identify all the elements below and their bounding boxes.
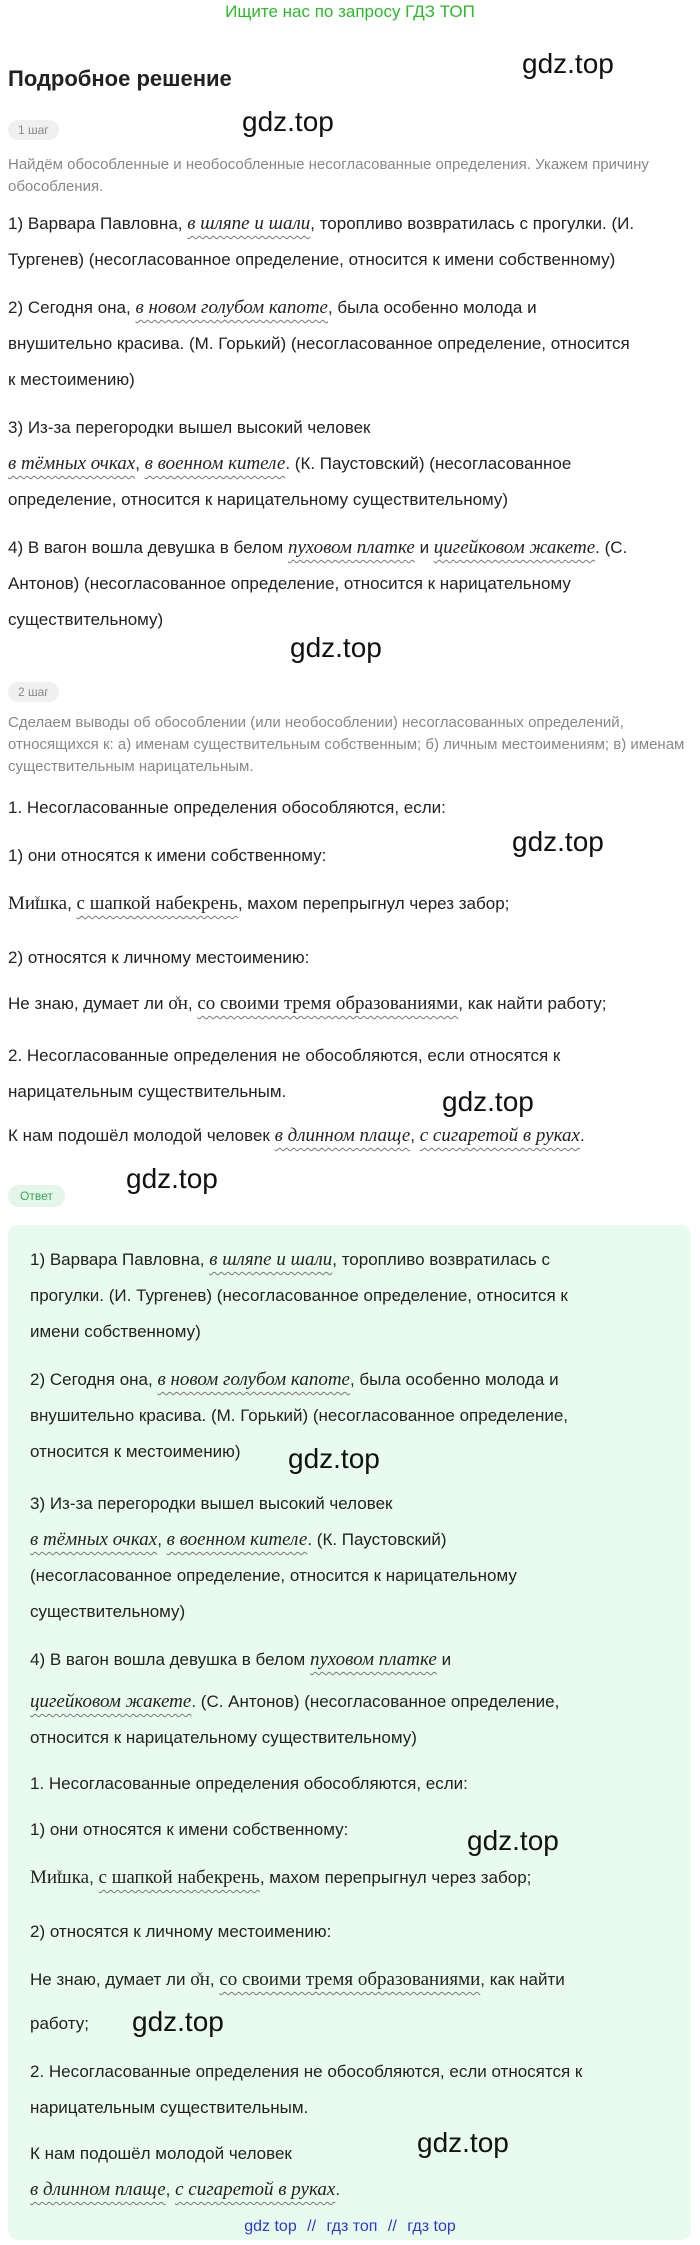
watermark: gdz.top [417,2127,509,2158]
footer-separator: // [307,2218,317,2235]
answer-line: 2. Несогласованные определения не обособляются, если относятся к [30,2062,583,2081]
sentence-line: 2) Сегодня она, в новом голубом капоте, была особенно молода и [8,297,537,318]
answer-line: (несогласованное определение, относится к нарицательному [30,1566,517,1585]
answer-line: 1. Несогласованные определения обособляются, если: [30,1774,468,1793]
answer-line: Не знаю, думает ли × он, со своими тремя образованиями, как найти [30,1962,565,1998]
sentence-line: Тургенев) (несогласованное определение, относится к имени собственному) [8,250,616,269]
watermark: gdz.top [290,632,382,663]
watermark: gdz.top [512,826,604,857]
sentence-line: 3) Из-за перегородки вышел высокий человек [8,418,371,437]
answer-line: в длинном плаще, с сигаретой в руках. [30,2179,341,2200]
watermark: gdz.top [522,48,614,79]
footer-links [0,2218,700,2236]
sentence-line: определение, относится к нарицательному существительному) [8,490,509,509]
sentence-line: к местоимению) [8,370,135,389]
step-note: Сделаем выводы об обособлении (или необособлении) несогласованных определений, относящихся к: а) именам существительным собственным; б) личным местоимениям; в) именам существительным нарицательным. [8,714,685,775]
watermark: gdz.top [467,1825,559,1856]
sentence-line: 2) относятся к личному местоимению: [8,948,310,967]
watermark: gdz.top [132,2006,224,2037]
step-note: Найдём обособленные и необособленные несогласованные определения. Укажем причину обособления. [8,156,649,195]
footer-link[interactable]: gdz top [244,2218,297,2235]
answer-line: 2) Сегодня она, в новом голубом капоте, была особенно молода и [30,1369,559,1390]
answer-line: нарицательным существительным. [30,2098,309,2117]
sentence-line: 1. Несогласованные определения обособляются, если: [8,798,446,817]
sentence-line: внушительно красива. (М. Горький) (несогласованное определение, относится [8,334,630,353]
answer-line: имени собственному) [30,1322,201,1341]
answer-line: × Мишка, с шапкой набекрень, махом перепрыгнул через забор; [30,1860,531,1896]
answer-badge: Ответ [8,1185,65,1207]
footer-separator: // [387,2218,397,2235]
footer-link[interactable]: гдз top [407,2218,456,2235]
answer-line: работу; [30,2014,89,2033]
answer-line: К нам подошёл молодой человек [30,2144,292,2163]
answer-line: 3) Из-за перегородки вышел высокий человек [30,1494,393,1513]
sentence-line: Не знаю, думает ли × он, со своими тремя образованиями, как найти работу; [8,986,606,1022]
step-badge: 2 шаг [8,682,59,702]
sentence-line: 4) В вагон вошла девушка в белом пуховом платке и цигейковом жакете. (С. [8,537,628,558]
answer-line: 4) В вагон вошла девушка в белом пуховом платке и [30,1649,452,1670]
answer-line: прогулки. (И. Тургенев) (несогласованное определение, относится к [30,1286,568,1305]
sentence-line: нарицательным существительным. [8,1082,287,1101]
sentence-line: в тёмных очках, в военном кителе. (К. Паустовский) (несогласованное [8,453,572,474]
answer-line: существительному) [30,1602,186,1621]
sentence-line: К нам подошёл молодой человек в длинном плаще, с сигаретой в руках. [8,1125,585,1146]
answer-line: 1) Варвара Павловна, в шляпе и шали, торопливо возвратилась с [30,1249,550,1270]
answer-line: внушительно красива. (М. Горький) (несогласованное определение, [30,1406,569,1425]
page-title: Подробное решение [8,66,232,91]
sentence-line: 2. Несогласованные определения не обособляются, если относятся к [8,1046,561,1065]
footer-link[interactable]: гдз топ [326,2218,378,2235]
sentence-line: 1) Варвара Павловна, в шляпе и шали, торопливо возвратилась с прогулки. (И. [8,213,635,234]
answer-line: относится к нарицательному существительному) [30,1728,417,1747]
sentence-line: × Мишка, с шапкой набекрень, махом перепрыгнул через забор; [8,886,509,922]
sentence-line: Антонов) (несогласованное определение, относится к нарицательному [8,574,571,593]
sentence-line: существительному) [8,610,164,629]
answer-line: цигейковом жакете. (С. Антонов) (несогласованное определение, [30,1691,560,1712]
search-hint-link[interactable]: Ищите нас по запросу ГДЗ ТОП [225,2,475,21]
step-badge: 1 шаг [8,120,59,140]
answer-line: 1) они относятся к имени собственному: [30,1820,349,1839]
answer-line: 2) относятся к личному местоимению: [30,1922,332,1941]
answer-line: относится к местоимению) [30,1442,241,1461]
watermark: gdz.top [126,1163,218,1194]
sentence-line: 1) они относятся к имени собственному: [8,846,327,865]
answer-line: в тёмных очках, в военном кителе. (К. Паустовский) [30,1529,447,1550]
watermark: gdz.top [442,1086,534,1117]
watermark: gdz.top [242,106,334,137]
watermark: gdz.top [288,1443,380,1474]
